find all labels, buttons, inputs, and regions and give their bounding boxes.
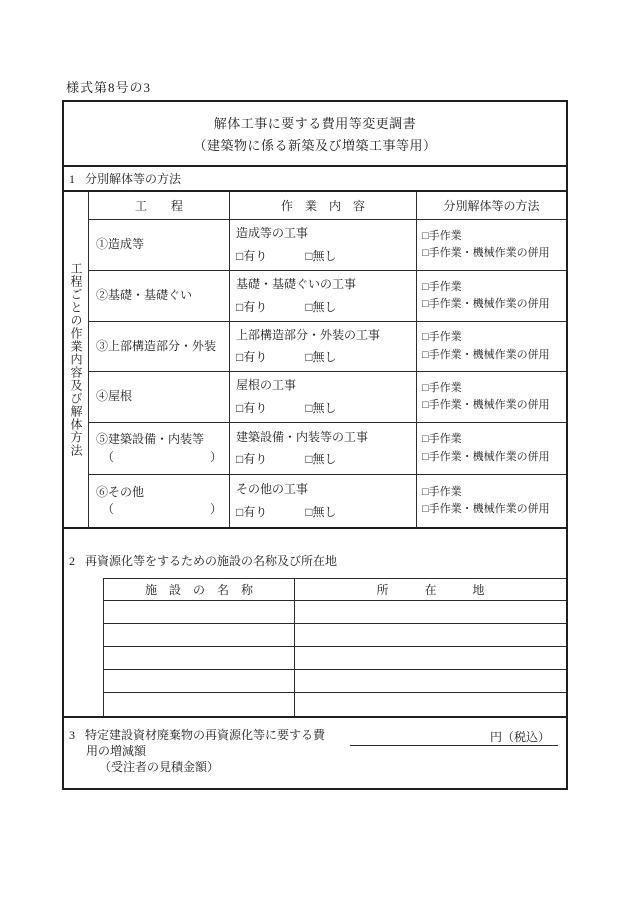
checkbox-manual-machine: □手作業・機械作業の併用 <box>422 399 550 411</box>
section2-number: 2 <box>69 554 75 568</box>
paren-open: （ <box>102 449 115 464</box>
work-label: 建築設備・内装等の工事 <box>236 429 369 444</box>
table-side-label: 工程ごとの作業内容及び解体方法 <box>69 262 83 457</box>
section3-heading-line1: 特定建設資材廃棄物の再資源化等に要する費 <box>85 728 326 742</box>
work-label: 屋根の工事 <box>236 378 297 393</box>
facility-name-cell-empty <box>104 601 295 624</box>
method-cell <box>417 423 566 475</box>
process-cell <box>89 475 230 527</box>
work-cell <box>230 271 417 322</box>
work-cell <box>230 220 417 271</box>
process-label: ④屋根 <box>96 389 133 404</box>
facility-address-header: 所 在 地 <box>295 579 566 601</box>
checkbox-manual: □手作業 <box>422 331 462 344</box>
checkbox-manual: □手作業 <box>422 229 462 242</box>
paren-open: （ <box>102 502 115 516</box>
process-cell <box>89 322 230 372</box>
table-side-label-cell <box>64 192 89 527</box>
facility-name-cell-empty <box>104 647 295 670</box>
checkbox-manual: □手作業 <box>422 485 462 498</box>
checkbox-manual-machine: □手作業・機械作業の併用 <box>422 247 550 259</box>
checkbox-manual-machine: □手作業・機械作業の併用 <box>422 298 550 310</box>
facility-name-cell-empty <box>104 693 295 716</box>
work-checkbox-row <box>236 349 412 366</box>
checkbox-yes: □有り <box>236 350 268 364</box>
section1-number: 1 <box>69 172 75 186</box>
checkbox-yes: □有り <box>236 504 268 519</box>
paren-close: ） <box>209 502 222 516</box>
section3-heading-line2: 用の増減額 <box>86 744 147 758</box>
section3-number: 3 <box>69 728 75 742</box>
process-cell <box>89 423 230 475</box>
process-label: ③上部構造部分・外装 <box>96 338 217 353</box>
checkbox-manual: □手作業 <box>422 381 462 394</box>
checkbox-manual-machine: □手作業・機械作業の併用 <box>422 503 550 515</box>
process-label: ⑤建築設備・内装等 <box>96 432 205 447</box>
work-label: 造成等の工事 <box>236 226 309 241</box>
method-cell <box>417 271 566 322</box>
work-checkbox-row <box>236 451 412 468</box>
work-label: その他の工事 <box>236 482 309 497</box>
checkbox-no: □無し <box>305 350 337 364</box>
process-label: ①造成等 <box>96 237 145 252</box>
work-cell <box>230 322 417 372</box>
amount-unit-label: 円（税込） <box>489 730 550 744</box>
checkbox-no: □無し <box>305 452 337 466</box>
checkbox-manual-machine: □手作業・機械作業の併用 <box>422 450 550 463</box>
facility-address-cell-empty <box>295 647 566 670</box>
checkbox-manual: □手作業 <box>422 433 462 446</box>
checkbox-no: □無し <box>305 248 337 263</box>
process-fill-in-parens <box>96 449 222 466</box>
checkbox-yes: □有り <box>236 299 268 314</box>
work-cell <box>230 372 417 423</box>
facility-address-cell-empty <box>295 601 566 624</box>
method-cell <box>417 322 566 372</box>
checkbox-no: □無し <box>305 504 337 519</box>
facility-address-cell-empty <box>295 624 566 647</box>
column-header-work: 作 業 内 容 <box>230 192 417 220</box>
method-cell <box>417 220 566 271</box>
work-label: 上部構造部分・外装の工事 <box>236 327 381 342</box>
form-subtitle: （建築物に係る新築及び増築工事等用） <box>193 138 437 153</box>
form-title-block <box>64 102 566 167</box>
section3-estimate-note: （受注者の見積金額） <box>99 760 220 774</box>
checkbox-no: □無し <box>305 400 337 415</box>
paren-close: ） <box>209 449 222 464</box>
process-label: ②基礎・基礎ぐい <box>96 288 193 303</box>
checkbox-manual-machine: □手作業・機械作業の併用 <box>422 348 550 361</box>
section3-heading <box>64 726 325 743</box>
work-cell <box>230 475 417 527</box>
facility-address-cell-empty <box>295 670 566 693</box>
checkbox-yes: □有り <box>236 452 268 466</box>
facility-name-header: 施 設 の 名 称 <box>104 579 295 601</box>
section1-heading <box>64 170 181 187</box>
process-fill-in-parens <box>96 501 222 518</box>
column-header-method: 分別解体等の方法 <box>417 192 566 220</box>
checkbox-yes: □有り <box>236 248 268 263</box>
checkbox-yes: □有り <box>236 400 268 415</box>
column-header-process: 工 程 <box>89 192 230 220</box>
form-outer-frame <box>62 100 568 790</box>
work-checkbox-row <box>236 504 412 521</box>
work-checkbox-row <box>236 400 412 417</box>
work-cell <box>230 423 417 475</box>
facility-name-cell-empty <box>104 624 295 647</box>
process-cell <box>89 372 230 423</box>
process-label: ⑥その他 <box>96 484 145 499</box>
section2-heading-text: 再資源化等をするための施設の名称及び所在地 <box>85 554 338 568</box>
checkbox-no: □無し <box>305 299 337 314</box>
work-checkbox-row <box>236 299 412 316</box>
method-cell <box>417 372 566 423</box>
facility-address-cell-empty <box>295 693 566 716</box>
facility-table <box>103 578 566 716</box>
checkbox-manual: □手作業 <box>422 280 462 293</box>
method-cell <box>417 475 566 527</box>
process-cell <box>89 271 230 322</box>
work-checkbox-row <box>236 248 412 265</box>
section-divider <box>64 716 566 718</box>
form-title: 解体工事に要する費用等変更調書 <box>213 116 417 131</box>
section2-heading <box>64 552 337 569</box>
process-cell <box>89 220 230 271</box>
section1-heading-text: 分別解体等の方法 <box>85 172 182 186</box>
demolition-method-table <box>64 190 566 529</box>
work-label: 基礎・基礎ぐいの工事 <box>236 277 357 292</box>
amount-fill-in-line <box>350 728 558 746</box>
facility-name-cell-empty <box>104 670 295 693</box>
form-number: 様式第8号の3 <box>66 80 152 95</box>
